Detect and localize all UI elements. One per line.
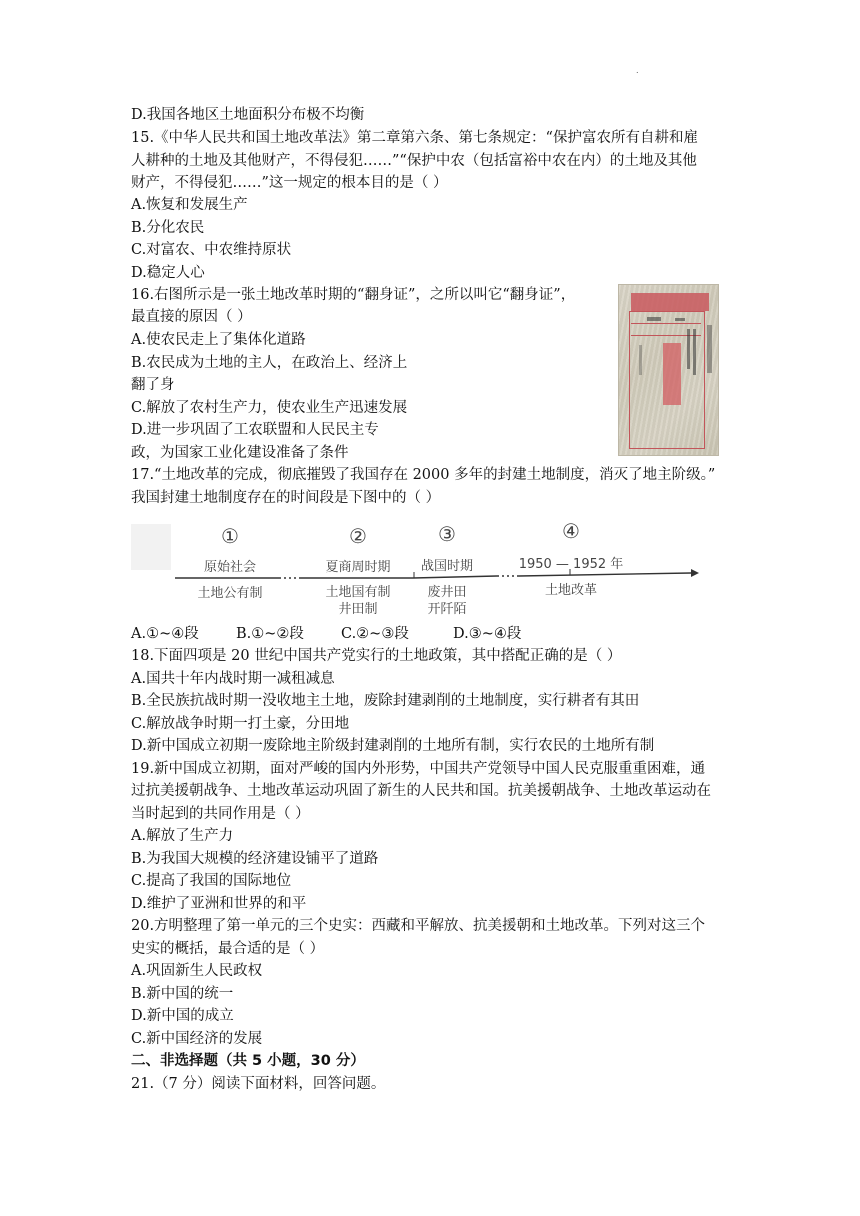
q20-stem-1: 20.方明整理了第一单元的三个史实：西藏和平解放、抗美援朝和土地改革。下列对这三个 <box>131 918 706 934</box>
timeline-period-2: 夏商周时期 <box>325 560 391 575</box>
timeline-system-4: 土地改革 <box>544 583 598 598</box>
timeline-system-1: 土地公有制 <box>197 586 263 601</box>
q19-stem-3: 当时起到的共同作用是（ ） <box>131 806 310 822</box>
q19-stem-2: 过抗美援朝战争、土地改革运动巩固了新生的人民共和国。抗美援朝战争、土地改革运动在 <box>131 783 711 799</box>
q16-option-a: A.使农民走上了集体化道路 <box>131 332 306 348</box>
q19-option-b: B.为我国大规模的经济建设铺平了道路 <box>131 851 379 867</box>
q15-option-c: C.对富农、中农维持原状 <box>131 242 292 258</box>
q16-option-b-1: B.农民成为土地的主人，在政治上、经济上 <box>131 355 408 371</box>
q21-stem: 21.（7 分）阅读下面材料，回答问题。 <box>131 1076 386 1092</box>
page-dot: . <box>636 66 639 75</box>
q18-option-a: A.国共十年内战时期一减租减息 <box>131 671 335 687</box>
q15-stem-1: 15.《中华人民共和国土地改革法》第二章第六条、第七条规定：“保护富农所有自耕和雇 <box>131 130 698 146</box>
q20-stem-2: 史实的概括，最合适的是（ ） <box>131 941 325 957</box>
q18-option-d: D.新中国成立初期一废除地主阶级封建剥削的土地所有制，实行农民的土地所有制 <box>131 738 655 754</box>
q17-stem-2: 我国封建土地制度存在的时间段是下图中的（ ） <box>131 490 441 506</box>
timeline-system-3: 废井田 <box>427 585 467 600</box>
q20-option-b: B.新中国的统一 <box>131 986 234 1002</box>
q16-option-c: C.解放了农村生产力，使农业生产迅速发展 <box>131 400 408 416</box>
land-system-timeline <box>131 516 701 620</box>
timeline-period-3: 战国时期 <box>420 559 474 574</box>
q18-option-c: C.解放战争时期一打土豪，分田地 <box>131 716 350 732</box>
q20-option-a: A.巩固新生人民政权 <box>131 963 263 979</box>
q16-stem-1: 16.右图所示是一张土地改革时期的“翻身证”，之所以叫它“翻身证”， <box>131 287 576 303</box>
q19-option-a: A.解放了生产力 <box>131 828 234 844</box>
q17-stem-1: 17.“土地改革的完成，彻底摧毁了我国存在 2000 多年的封建土地制度，消灭了地主阶级。” <box>131 467 716 483</box>
q17-option-b: B.①~②段 <box>236 626 304 642</box>
q20-option-d: D.新中国的成立 <box>131 1008 234 1024</box>
timeline-period-4: 1950 — 1952 年 <box>518 557 624 572</box>
q19-stem-1: 19.新中国成立初期，面对严峻的国内外形势，中国共产党领导中国人民克服重重困难，通 <box>131 761 706 777</box>
timeline-period-1: 原始社会 <box>203 560 257 575</box>
timeline-marker-4: ④ <box>562 519 580 543</box>
q19-option-c: C.提高了我国的国际地位 <box>131 873 292 889</box>
q14-option-d: D.我国各地区土地面积分布极不均衡 <box>131 107 365 123</box>
timeline-system-3b: 开阡陌 <box>427 602 467 617</box>
q19-option-d: D.维护了亚洲和世界的和平 <box>131 896 307 912</box>
q15-option-b: B.分化农民 <box>131 220 205 236</box>
timeline-shade <box>131 524 171 570</box>
q16-option-d-1: D.进一步巩固了工农联盟和人民民主专 <box>131 422 379 438</box>
timeline-marker-1: ① <box>221 524 239 548</box>
q18-option-b: B.全民族抗战时期一没收地主土地，废除封建剥削的土地制度，实行耕者有其田 <box>131 693 640 709</box>
q18-stem: 18.下面四项是 20 世纪中国共产党实行的土地政策，其中搭配正确的是（ ） <box>131 648 622 664</box>
q16-option-d-2: 政，为国家工业化建设准备了条件 <box>131 445 349 461</box>
timeline-system-2: 土地国有制 <box>325 585 391 600</box>
q15-stem-2: 人耕种的土地及其他财产，不得侵犯……”“保护中农（包括富裕中农在内）的土地及其他 <box>131 153 697 169</box>
timeline-system-2b: 井田制 <box>338 602 378 617</box>
q15-option-d: D.稳定人心 <box>131 265 205 281</box>
q15-stem-3: 财产，不得侵犯……”这一规定的根本目的是（ ） <box>131 175 448 191</box>
timeline-marker-3: ③ <box>438 522 456 546</box>
q15-option-a: A.恢复和发展生产 <box>131 197 248 213</box>
q17-option-d: D.③~④段 <box>453 626 522 642</box>
q16-stem-2: 最直接的原因（ ） <box>131 309 252 325</box>
q16-option-b-2: 翻了身 <box>131 377 175 393</box>
q17-option-a: A.①~④段 <box>131 626 199 642</box>
section-title: 二、非选择题（共 5 小题，30 分） <box>131 1053 365 1069</box>
timeline-marker-2: ② <box>349 524 367 548</box>
land-certificate-image <box>618 284 719 456</box>
q20-option-c: C.新中国经济的发展 <box>131 1031 263 1047</box>
q17-option-c: C.②~③段 <box>341 626 409 642</box>
